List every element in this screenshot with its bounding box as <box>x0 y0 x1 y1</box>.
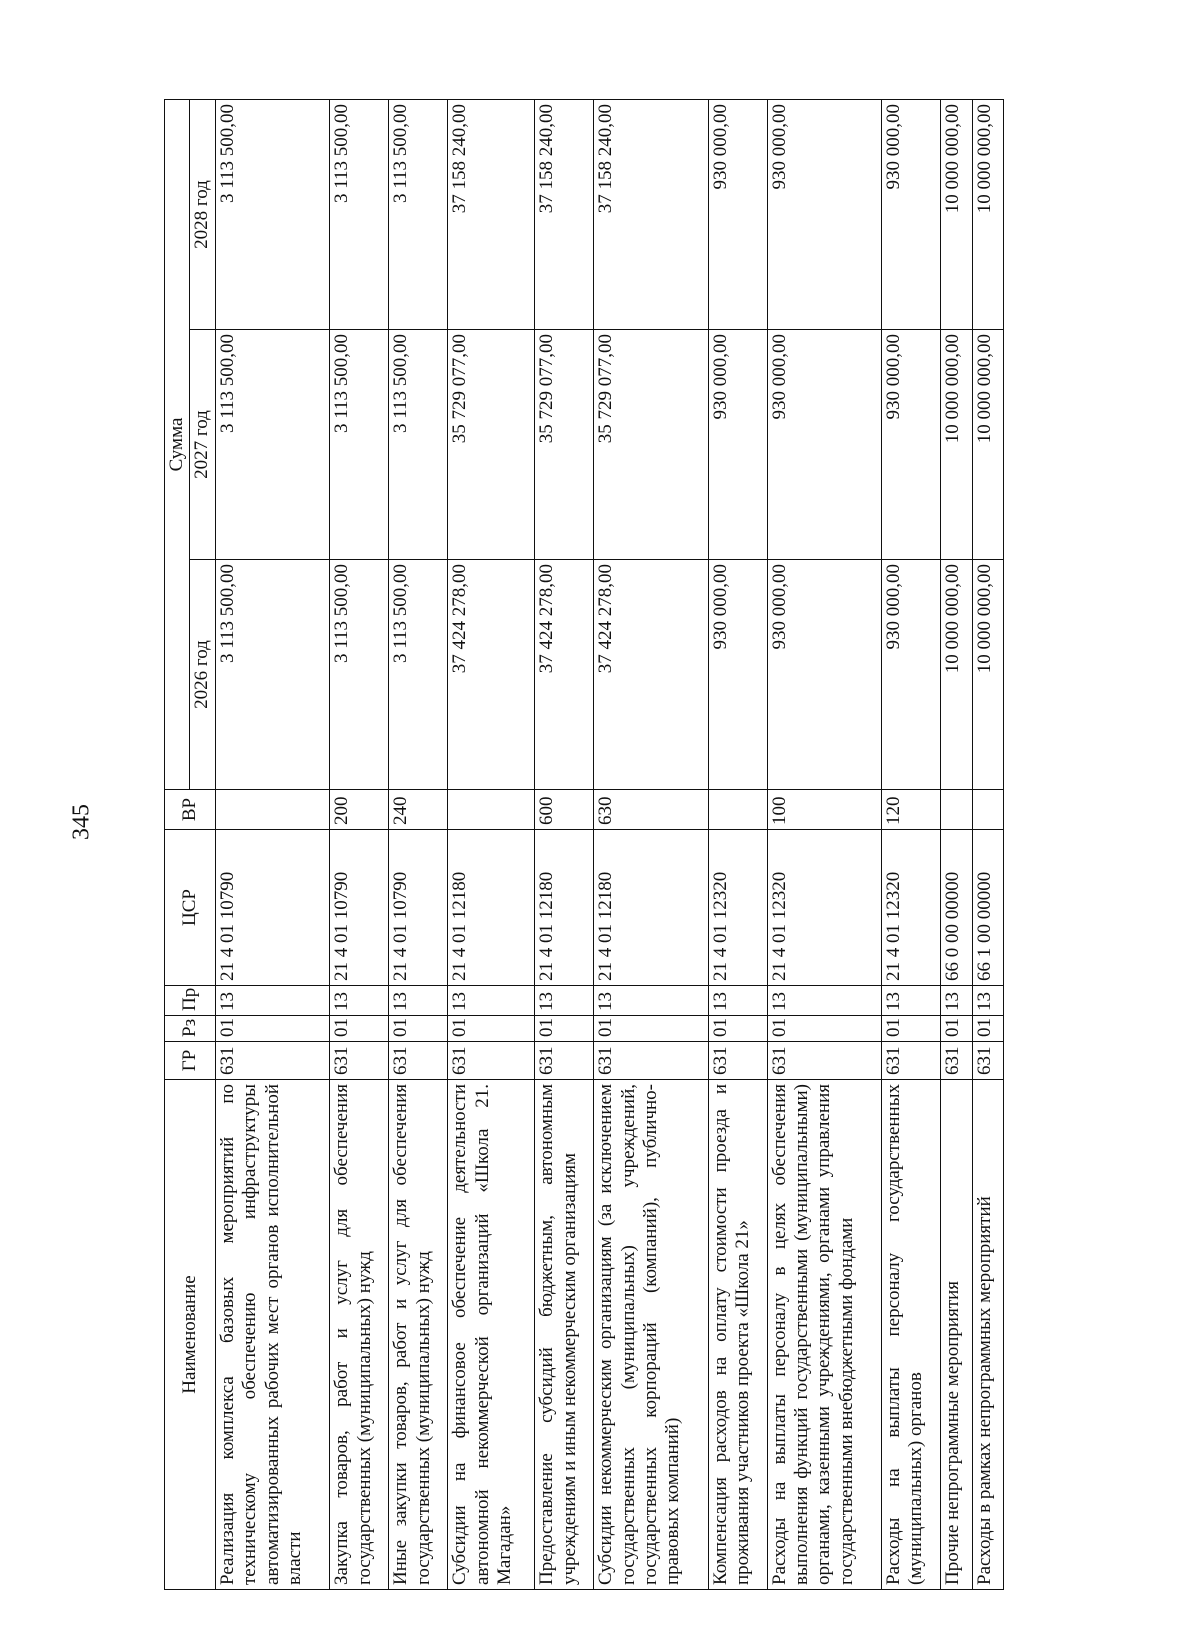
row-csr: 66 1 00 00000 <box>972 830 1003 986</box>
row-rz: 01 <box>972 1016 1003 1042</box>
row-2026: 37 424 278,00 <box>535 560 594 790</box>
row-pr: 13 <box>389 986 448 1016</box>
row-rz: 01 <box>330 1016 389 1042</box>
row-gr: 631 <box>215 1042 329 1080</box>
row-name: Расходы в рамках непрограммных мероприятий <box>972 1080 1003 1590</box>
row-rz: 01 <box>767 1016 881 1042</box>
row-rz: 01 <box>941 1016 972 1042</box>
row-vr: 600 <box>535 790 594 830</box>
table-row <box>215 100 329 1590</box>
header-pr: Пр <box>165 986 216 1016</box>
row-2028: 10 000 000,00 <box>941 100 972 330</box>
row-gr: 631 <box>448 1042 535 1080</box>
row-name: Расходы на выплаты персоналу государственных (муниципальных) органов <box>882 1080 941 1590</box>
row-2026: 3 113 500,00 <box>389 560 448 790</box>
header-csr: ЦСР <box>165 830 216 986</box>
row-pr: 13 <box>882 986 941 1016</box>
row-csr: 21 4 01 12180 <box>535 830 594 986</box>
row-2028: 3 113 500,00 <box>330 100 389 330</box>
row-vr: 120 <box>882 790 941 830</box>
row-name: Закупка товаров, работ и услуг для обеспечения государственных (муниципальных) нужд <box>330 1080 389 1590</box>
row-name: Расходы на выплаты персоналу в целях обеспечения выполнения функций государственными (муниципальными) органами, казенными учреждениями, органами управления государственными внебюджетными фондами <box>767 1080 881 1590</box>
row-csr: 66 0 00 00000 <box>941 830 972 986</box>
row-name: Предоставление субсидий бюджетным, автономным учреждениям и иным некоммерческим организациям <box>535 1080 594 1590</box>
row-rz: 01 <box>594 1016 708 1042</box>
row-2026: 37 424 278,00 <box>448 560 535 790</box>
row-gr: 631 <box>330 1042 389 1080</box>
row-2027: 10 000 000,00 <box>941 330 972 560</box>
row-vr: 630 <box>594 790 708 830</box>
row-gr: 631 <box>941 1042 972 1080</box>
row-2027: 35 729 077,00 <box>594 330 708 560</box>
row-2026: 10 000 000,00 <box>972 560 1003 790</box>
row-2026: 930 000,00 <box>708 560 767 790</box>
row-gr: 631 <box>972 1042 1003 1080</box>
row-2028: 930 000,00 <box>708 100 767 330</box>
row-csr: 21 4 01 12320 <box>708 830 767 986</box>
row-gr: 631 <box>767 1042 881 1080</box>
row-2028: 37 158 240,00 <box>594 100 708 330</box>
row-2028: 3 113 500,00 <box>215 100 329 330</box>
row-pr: 13 <box>330 986 389 1016</box>
row-name: Компенсация расходов на оплату стоимости проезда и проживания участников проекта «Школа 21» <box>708 1080 767 1590</box>
row-csr: 21 4 01 10790 <box>389 830 448 986</box>
row-rz: 01 <box>215 1016 329 1042</box>
row-rz: 01 <box>882 1016 941 1042</box>
table-row <box>448 100 535 1590</box>
header-name: Наименование <box>165 1080 216 1590</box>
header-2027: 2027 год <box>190 330 215 560</box>
row-pr: 13 <box>972 986 1003 1016</box>
table-row <box>594 100 708 1590</box>
row-2028: 37 158 240,00 <box>535 100 594 330</box>
row-rz: 01 <box>389 1016 448 1042</box>
table-row <box>535 100 594 1590</box>
row-csr: 21 4 01 12320 <box>767 830 881 986</box>
row-2028: 930 000,00 <box>882 100 941 330</box>
row-rz: 01 <box>448 1016 535 1042</box>
row-pr: 13 <box>708 986 767 1016</box>
row-rz: 01 <box>535 1016 594 1042</box>
row-csr: 21 4 01 12320 <box>882 830 941 986</box>
row-2027: 10 000 000,00 <box>972 330 1003 560</box>
row-2027: 3 113 500,00 <box>330 330 389 560</box>
row-csr: 21 4 01 10790 <box>215 830 329 986</box>
row-vr: 200 <box>330 790 389 830</box>
row-2028: 3 113 500,00 <box>389 100 448 330</box>
row-2026: 3 113 500,00 <box>215 560 329 790</box>
row-2027: 3 113 500,00 <box>215 330 329 560</box>
row-pr: 13 <box>767 986 881 1016</box>
row-name: Прочие непрограммные мероприятия <box>941 1080 972 1590</box>
row-gr: 631 <box>708 1042 767 1080</box>
row-name: Субсидии некоммерческим организациям (за исключением государственных (муниципальных) учреждений, государственных корпораций (компаний), публично-правовых компаний) <box>594 1080 708 1590</box>
row-2027: 35 729 077,00 <box>535 330 594 560</box>
header-vr: ВР <box>165 790 216 830</box>
row-2026: 3 113 500,00 <box>330 560 389 790</box>
row-vr <box>972 790 1003 830</box>
row-pr: 13 <box>215 986 329 1016</box>
table-row <box>882 100 941 1590</box>
row-2026: 10 000 000,00 <box>941 560 972 790</box>
row-name: Реализация комплекса базовых мероприятий по техническому обеспечению инфраструктуры автоматизированных рабочих мест органов исполнительной власти <box>215 1080 329 1590</box>
row-2027: 930 000,00 <box>767 330 881 560</box>
row-vr <box>708 790 767 830</box>
row-2028: 10 000 000,00 <box>972 100 1003 330</box>
header-2026: 2026 год <box>190 560 215 790</box>
header-2028: 2028 год <box>190 100 215 330</box>
row-2026: 930 000,00 <box>882 560 941 790</box>
budget-table <box>164 99 1004 1590</box>
row-name: Иные закупки товаров, работ и услуг для обеспечения государственных (муниципальных) нужд <box>389 1080 448 1590</box>
row-rz: 01 <box>708 1016 767 1042</box>
row-pr: 13 <box>448 986 535 1016</box>
table-row <box>972 100 1003 1590</box>
row-name: Субсидии на финансовое обеспечение деятельности автономной некоммерческой организаций «Школа 21. Магадан» <box>448 1080 535 1590</box>
row-2027: 35 729 077,00 <box>448 330 535 560</box>
row-2027: 930 000,00 <box>708 330 767 560</box>
row-2027: 930 000,00 <box>882 330 941 560</box>
page-number: 345 <box>68 804 95 840</box>
row-2027: 3 113 500,00 <box>389 330 448 560</box>
row-pr: 13 <box>535 986 594 1016</box>
header-sum: Сумма <box>165 100 190 790</box>
row-2026: 37 424 278,00 <box>594 560 708 790</box>
table-row <box>708 100 767 1590</box>
row-2028: 37 158 240,00 <box>448 100 535 330</box>
row-gr: 631 <box>882 1042 941 1080</box>
table-row <box>767 100 881 1590</box>
row-vr: 100 <box>767 790 881 830</box>
header-rz: Рз <box>165 1016 216 1042</box>
row-pr: 13 <box>594 986 708 1016</box>
table-row <box>389 100 448 1590</box>
row-gr: 631 <box>535 1042 594 1080</box>
row-vr <box>215 790 329 830</box>
row-gr: 631 <box>389 1042 448 1080</box>
row-vr: 240 <box>389 790 448 830</box>
rotated-table-container <box>164 100 1004 1590</box>
row-csr: 21 4 01 12180 <box>594 830 708 986</box>
row-2026: 930 000,00 <box>767 560 881 790</box>
row-vr <box>448 790 535 830</box>
row-pr: 13 <box>941 986 972 1016</box>
row-2028: 930 000,00 <box>767 100 881 330</box>
header-row <box>165 100 190 1590</box>
header-gr: ГР <box>165 1042 216 1080</box>
row-vr <box>941 790 972 830</box>
row-csr: 21 4 01 12180 <box>448 830 535 986</box>
row-csr: 21 4 01 10790 <box>330 830 389 986</box>
table-row <box>330 100 389 1590</box>
row-gr: 631 <box>594 1042 708 1080</box>
table-row <box>941 100 972 1590</box>
